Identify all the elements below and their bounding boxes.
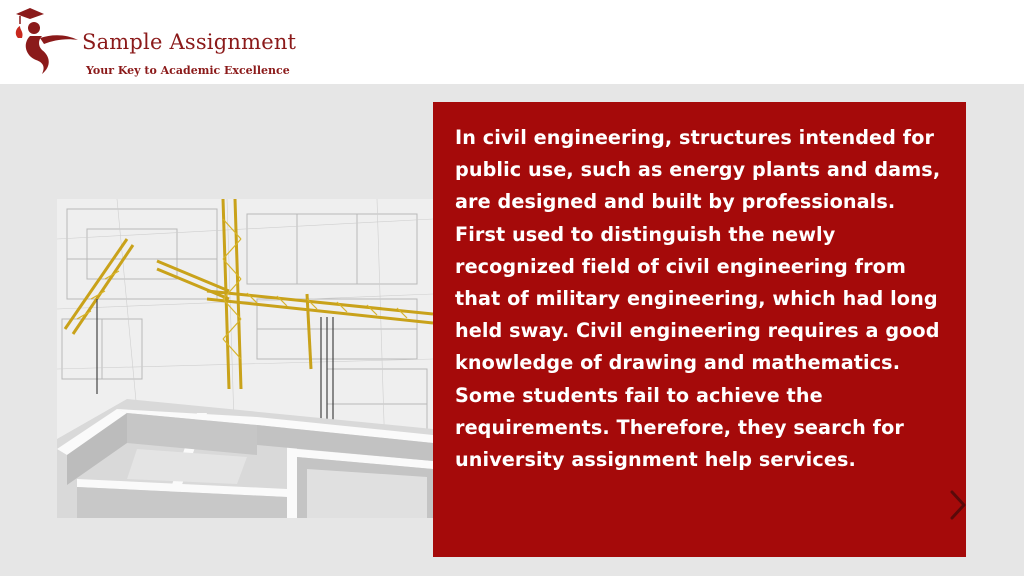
construction-cranes-blueprint-illustration <box>57 199 433 518</box>
chevron-right-icon[interactable] <box>946 488 970 522</box>
brand-name: Sample Assignment <box>82 30 297 54</box>
content-panel <box>433 102 966 557</box>
brand-tagline: Your Key to Academic Excellence <box>86 64 290 77</box>
content-paragraph: In civil engineering, structures intended for public use, such as energy plants and dams, are designed and built by professionals. First used to distinguish the newly recognized field of civil engineering from that of military engineering, which had long held sway. Civil engineering requires a good knowledge of drawing and mathematics. Some students fail to achieve the requirements. Therefore, they search for university assignment help services. <box>455 126 941 472</box>
graduate-figure-icon <box>12 4 80 76</box>
construction-photo <box>57 199 433 518</box>
header <box>0 0 1024 84</box>
